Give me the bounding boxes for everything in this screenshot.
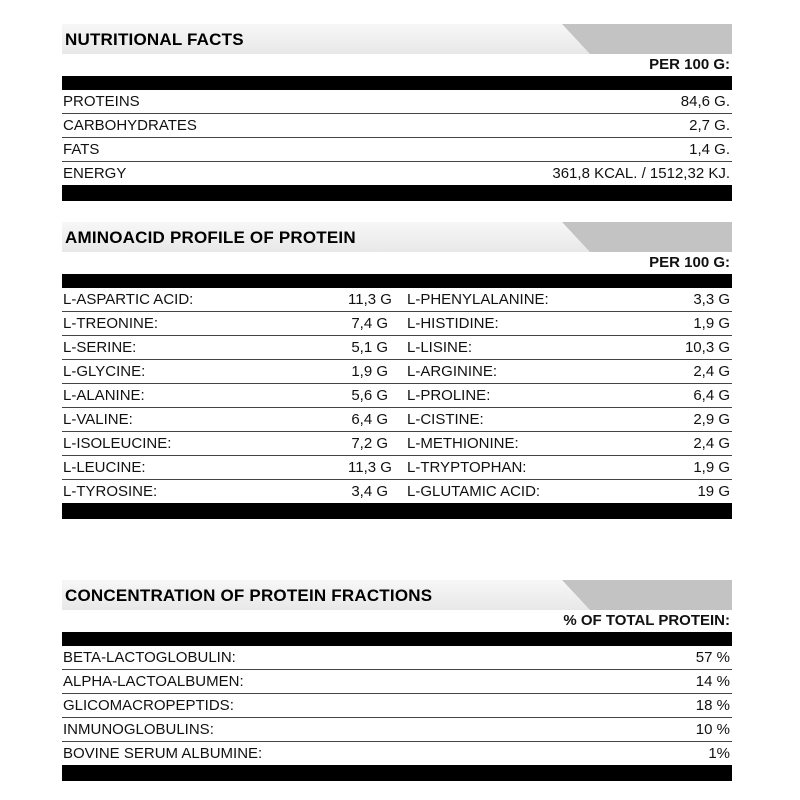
section-header	[62, 222, 732, 252]
aminoacid-name: L-ISOLEUCINE:	[63, 435, 172, 452]
aminoacid-name: L-VALINE:	[63, 411, 133, 428]
aminoacid-name: L-GLYCINE:	[63, 363, 146, 380]
aminoacid-value: 1,9 G	[693, 459, 730, 476]
fraction-rows	[62, 646, 732, 765]
aminoacid-name: L-LISINE:	[407, 339, 473, 356]
aminoacid-name: L-PROLINE:	[407, 387, 491, 404]
nutrient-name: PROTEINS	[63, 93, 140, 110]
table-row	[62, 456, 732, 480]
table-row	[62, 384, 732, 408]
table-row	[62, 162, 732, 185]
aminoacid-name: L-HISTIDINE:	[407, 315, 499, 332]
protein-fractions-table	[62, 580, 732, 781]
nutrient-name: CARBOHYDRATES	[63, 117, 197, 134]
table-row	[62, 670, 732, 694]
aminoacid-value: 6,4 G	[351, 411, 388, 428]
section-title: NUTRITIONAL FACTS	[65, 30, 244, 49]
fraction-value: 14 %	[695, 673, 730, 690]
divider-bar	[62, 76, 732, 90]
table-row	[62, 742, 732, 765]
aminoacid-name: L-TREONINE:	[63, 315, 159, 332]
fraction-name: BETA-LACTOGLOBULIN:	[63, 649, 236, 666]
aminoacid-value: 6,4 G	[693, 387, 730, 404]
table-row	[62, 432, 732, 456]
table-row	[62, 694, 732, 718]
aminoacid-value: 1,9 G	[693, 315, 730, 332]
table-row	[62, 646, 732, 670]
table-row	[62, 138, 732, 162]
aminoacid-name: L-ARGININE:	[407, 363, 498, 380]
header-tab-decoration	[562, 24, 732, 54]
aminoacid-value: 3,3 G	[693, 291, 730, 308]
aminoacid-name: L-CISTINE:	[407, 411, 484, 428]
nutrient-name: FATS	[63, 141, 100, 158]
nutrient-value: 1,4 G.	[689, 141, 730, 158]
unit-label: PER 100 G:	[649, 254, 730, 271]
aminoacid-name: L-TRYPTOPHAN:	[407, 459, 527, 476]
nutrition-rows	[62, 90, 732, 185]
section-title: CONCENTRATION OF PROTEIN FRACTIONS	[65, 586, 433, 605]
nutrient-value: 84,6 G.	[680, 93, 730, 110]
aminoacid-value: 11,3 G	[348, 459, 392, 476]
aminoacid-value: 3,4 G	[351, 483, 388, 500]
fraction-value: 1%	[708, 745, 730, 762]
aminoacid-name: L-METHIONINE:	[407, 435, 519, 452]
divider-bar	[62, 274, 732, 288]
table-row	[62, 288, 732, 312]
divider-bar	[62, 503, 732, 519]
divider-bar	[62, 632, 732, 646]
aminoacid-value: 11,3 G	[348, 291, 392, 308]
section-header	[62, 580, 732, 610]
aminoacid-value: 2,4 G	[693, 363, 730, 380]
aminoacid-name: L-LEUCINE:	[63, 459, 146, 476]
nutrient-name: ENERGY	[63, 165, 127, 182]
fraction-value: 57 %	[695, 649, 730, 666]
table-row	[62, 718, 732, 742]
aminoacid-profile-table	[62, 222, 732, 519]
fraction-value: 10 %	[695, 721, 730, 738]
aminoacid-name: L-SERINE:	[63, 339, 137, 356]
divider-bar	[62, 765, 732, 781]
aminoacid-value: 5,1 G	[351, 339, 388, 356]
aminoacid-value: 2,4 G	[693, 435, 730, 452]
aminoacid-name: L-ASPARTIC ACID:	[63, 291, 194, 308]
nutrient-value: 2,7 G.	[689, 117, 730, 134]
section-header	[62, 24, 732, 54]
aminoacid-value: 10,3 G	[684, 339, 730, 356]
divider-bar	[62, 185, 732, 201]
aminoacid-value: 5,6 G	[351, 387, 388, 404]
table-row	[62, 336, 732, 360]
aminoacid-value: 7,4 G	[351, 315, 388, 332]
unit-label: % OF TOTAL PROTEIN:	[563, 612, 730, 629]
unit-label: PER 100 G:	[649, 56, 730, 73]
fraction-name: INMUNOGLOBULINS:	[63, 721, 214, 738]
fraction-name: GLICOMACROPEPTIDS:	[63, 697, 234, 714]
aminoacid-name: L-GLUTAMIC ACID:	[407, 483, 541, 500]
aminoacid-value: 7,2 G	[351, 435, 388, 452]
table-row	[62, 312, 732, 336]
header-tab-decoration	[562, 580, 732, 610]
fraction-value: 18 %	[695, 697, 730, 714]
table-row	[62, 90, 732, 114]
header-tab-decoration	[562, 222, 732, 252]
section-title: AMINOACID PROFILE OF PROTEIN	[65, 228, 356, 247]
aminoacid-value: 1,9 G	[351, 363, 388, 380]
nutritional-facts-table	[62, 24, 732, 201]
table-row	[62, 480, 732, 503]
aminoacid-name: L-ALANINE:	[63, 387, 145, 404]
table-row	[62, 408, 732, 432]
aminoacid-value: 2,9 G	[693, 411, 730, 428]
aminoacid-name: L-TYROSINE:	[63, 483, 158, 500]
fraction-name: BOVINE SERUM ALBUMINE:	[63, 745, 263, 762]
aminoacid-rows	[62, 288, 732, 503]
aminoacid-value: 19 G	[697, 483, 730, 500]
nutrient-value: 361,8 KCAL. / 1512,32 KJ.	[552, 165, 730, 182]
fraction-name: ALPHA-LACTOALBUMEN:	[63, 673, 244, 690]
aminoacid-name: L-PHENYLALANINE:	[407, 291, 549, 308]
table-row	[62, 114, 732, 138]
table-row	[62, 360, 732, 384]
